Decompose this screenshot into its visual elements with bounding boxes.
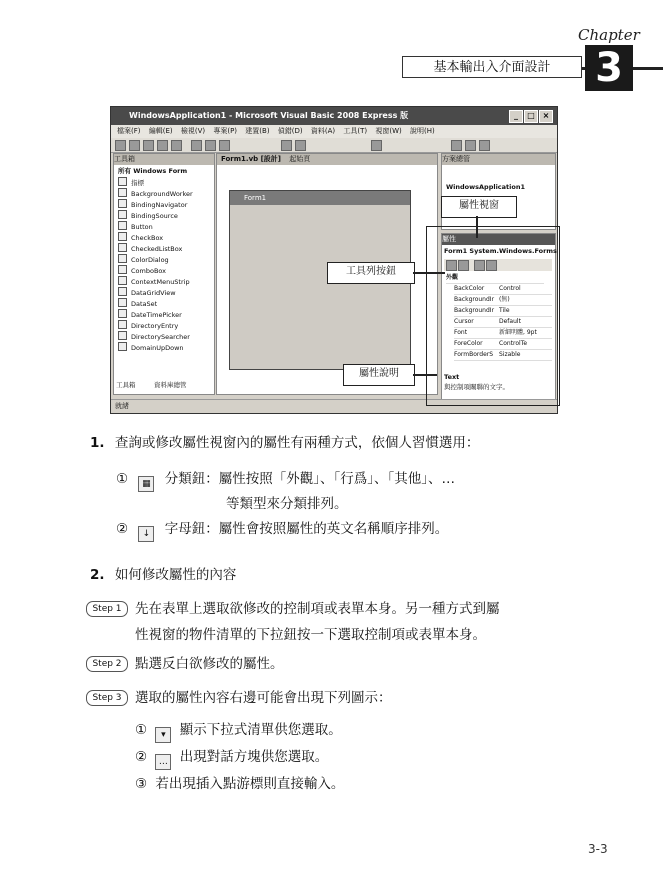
step-1-badge: Step 1 <box>86 601 128 617</box>
menu-data[interactable]: 資料(A) <box>310 127 336 135</box>
toolbox-pane <box>113 153 215 395</box>
item-1 <box>90 434 479 452</box>
item-1-number: 1. <box>90 435 105 451</box>
property-desc-title: Text <box>444 373 460 381</box>
circle-1-mark: ① <box>116 471 129 487</box>
callout-line <box>413 272 445 274</box>
new-project-icon[interactable] <box>115 140 126 151</box>
property-row[interactable]: Cursor Default <box>454 317 552 328</box>
item-1-sub-1-cont: 等類型來分類排列。 <box>226 496 348 512</box>
step-3-option-2-text: 出現對話方塊供您選取。 <box>179 749 329 765</box>
ide-title-bar <box>111 107 557 125</box>
toolbox-item[interactable]: ColorDialog <box>118 254 169 266</box>
toolbox-item[interactable]: DirectorySearcher <box>118 331 190 343</box>
combobox-icon <box>118 265 127 274</box>
form1-title: Form1 <box>244 194 267 202</box>
section-title: 基本輸出入介面設計 <box>402 56 582 78</box>
property-row[interactable]: FormBorderS Sizable <box>454 350 552 361</box>
menu-debug[interactable]: 偵錯(D) <box>277 127 303 135</box>
step-3-text: 選取的屬性內容右邊可能會出現下列圖示： <box>135 690 392 706</box>
tab-form-design[interactable]: Form1.vb [設計] <box>221 155 281 163</box>
status-text: 就緒 <box>115 402 129 410</box>
toolbox-item[interactable]: CheckedListBox <box>118 243 182 255</box>
step-2-badge: Step 2 <box>86 656 128 672</box>
circle-3-mark: ③ <box>135 776 148 792</box>
categorized-icon: ▦ <box>138 476 154 492</box>
menu-view[interactable]: 檢視(V) <box>180 127 206 135</box>
menu-project[interactable]: 專案(P) <box>213 127 238 135</box>
step-3-option-1 <box>135 721 342 743</box>
alphabetical-icon: ↓ <box>138 526 154 542</box>
button-icon <box>118 221 127 230</box>
toolbox-item[interactable]: DomainUpDown <box>118 342 184 354</box>
toolbox-item[interactable]: 指標 <box>118 177 144 189</box>
item-1-sub-1-text: 分類鈕：屬性按照「外觀」、「行爲」、「其他」、… <box>164 471 455 487</box>
tab-start-page[interactable]: 起始頁 <box>289 155 311 163</box>
copy-icon[interactable] <box>205 140 216 151</box>
designer-tabs <box>217 154 437 165</box>
ide-title: WindowsApplication1 - Microsoft Visual Basic 2008 Express 版 <box>129 111 409 120</box>
step-3-option-3-text: 若出現插入點游標則直接輸入。 <box>155 776 345 792</box>
cut-icon[interactable] <box>191 140 202 151</box>
properties-window-icon[interactable] <box>465 140 476 151</box>
property-row[interactable]: ForeColor ControlTe <box>454 339 552 350</box>
property-row[interactable]: BackColor Control <box>454 284 552 295</box>
toolbox-item[interactable]: BindingNavigator <box>118 199 187 211</box>
maximize-icon[interactable]: □ <box>524 110 538 123</box>
toolbox-item[interactable]: CheckBox <box>118 232 163 244</box>
add-item-icon[interactable] <box>143 140 154 151</box>
undo-icon[interactable] <box>281 140 292 151</box>
callout-line <box>413 374 437 376</box>
step-3-option-1-text: 顯示下拉式清單供您選取。 <box>179 722 342 738</box>
circle-2-mark: ② <box>116 521 129 537</box>
ide-toolbar <box>111 138 557 153</box>
toolbox-item[interactable]: DateTimePicker <box>118 309 182 321</box>
contextmenustrip-icon <box>118 276 127 285</box>
directoryentry-icon <box>118 320 127 329</box>
solution-explorer-pane <box>441 153 556 230</box>
chapter-number: 3 <box>585 45 633 91</box>
save-all-icon[interactable] <box>171 140 182 151</box>
item-1-text: 查詢或修改屬性視窗內的屬性有兩種方式，依個人習慣選用： <box>114 435 480 451</box>
minimize-icon[interactable]: _ <box>509 110 523 123</box>
property-row[interactable]: BackgroundIr Tile <box>454 306 552 317</box>
ellipsis-button-icon: … <box>155 754 171 770</box>
callout-line <box>476 216 478 238</box>
menu-window[interactable]: 視窗(W) <box>375 127 402 135</box>
domainupdown-icon <box>118 342 127 351</box>
property-row[interactable]: Font 新細明體, 9pt <box>454 328 552 339</box>
directorysearcher-icon <box>118 331 127 340</box>
item-1-sub-2-text: 字母鈕：屬性會按照屬性的英文名稱順序排列。 <box>164 521 449 537</box>
circle-2-mark: ② <box>135 749 148 765</box>
close-icon[interactable]: × <box>539 110 553 123</box>
item-2 <box>90 566 236 584</box>
datagridview-icon <box>118 287 127 296</box>
colordialog-icon <box>118 254 127 263</box>
paste-icon[interactable] <box>219 140 230 151</box>
property-row[interactable]: BackgroundIr (無) <box>454 295 552 306</box>
save-icon[interactable] <box>157 140 168 151</box>
item-2-number: 2. <box>90 567 105 583</box>
toolbox-group[interactable]: 所有 Windows Form <box>118 167 188 175</box>
toolbox-item[interactable]: DataGridView <box>118 287 176 299</box>
toolbox-item[interactable]: DirectoryEntry <box>118 320 178 332</box>
bindingnavigator-icon <box>118 199 127 208</box>
step-3-option-3 <box>135 775 344 793</box>
toolbox-icon[interactable] <box>479 140 490 151</box>
menu-tools[interactable]: 工具(T) <box>343 127 368 135</box>
start-debug-icon[interactable] <box>371 140 382 151</box>
property-desc-body: 與控制項關聯的文字。 <box>444 383 509 391</box>
toolbox-item[interactable]: Button <box>118 221 153 233</box>
menu-edit[interactable]: 編輯(E) <box>148 127 173 135</box>
step-3-badge: Step 3 <box>86 690 128 706</box>
dataset-icon <box>118 298 127 307</box>
pointer-icon <box>118 177 127 186</box>
toolbox-item[interactable]: BackgroundWorker <box>118 188 193 200</box>
menu-build[interactable]: 建置(B) <box>245 127 270 135</box>
object-selector[interactable]: Form1 System.Windows.Forms <box>444 247 557 255</box>
callout-toolbar-button: 工具列按鈕 <box>327 262 415 284</box>
toolbox-item[interactable]: DataSet <box>118 298 157 310</box>
datetimepicker-icon <box>118 309 127 318</box>
step-1-line-2: 性視窗的物件清單的下拉鈕按一下選取控制項或表單本身。 <box>135 627 486 643</box>
solution-explorer-icon[interactable] <box>451 140 462 151</box>
circle-1-mark: ① <box>135 722 148 738</box>
toolbox-header: 工具箱 <box>114 154 214 165</box>
tab-toolbox[interactable]: 工具箱 <box>116 381 136 389</box>
page-number: 3-3 <box>588 842 608 856</box>
solution-project-node[interactable]: WindowsApplication1 <box>446 183 525 191</box>
item-1-sub-1 <box>116 470 455 492</box>
menu-file[interactable]: 檔案(F) <box>117 127 141 135</box>
callout-properties-window: 屬性視窗 <box>441 196 517 218</box>
property-category[interactable]: 外觀 <box>446 273 544 284</box>
menu-help[interactable]: 說明(H) <box>409 127 435 135</box>
checkbox-icon <box>118 232 127 241</box>
chapter-label: Chapter <box>578 26 640 44</box>
form1-title-bar <box>230 191 410 205</box>
toolbox-item[interactable]: BindingSource <box>118 210 178 222</box>
tab-database-explorer[interactable]: 資料庫總管 <box>154 381 187 389</box>
step-2-text: 點選反白欲修改的屬性。 <box>135 656 284 672</box>
redo-icon[interactable] <box>295 140 306 151</box>
menu-bar <box>111 125 557 138</box>
open-icon[interactable] <box>129 140 140 151</box>
solution-explorer-header: 方案總管 <box>442 154 555 165</box>
step-1-line-1: 先在表單上選取欲修改的控制項或表單本身。另一種方式到屬 <box>135 601 500 617</box>
toolbox-item[interactable]: ContextMenuStrip <box>118 276 190 288</box>
dropdown-arrow-icon: ▾ <box>155 727 171 743</box>
item-2-text: 如何修改屬性的內容 <box>114 567 237 583</box>
step-3-option-2 <box>135 748 328 770</box>
properties-highlight-box <box>426 226 560 406</box>
properties-header: 屬性 <box>442 234 555 245</box>
backgroundworker-icon <box>118 188 127 197</box>
checkedlistbox-icon <box>118 243 127 252</box>
toolbox-item[interactable]: ComboBox <box>118 265 166 277</box>
bindingsource-icon <box>118 210 127 219</box>
item-1-sub-2 <box>116 520 448 542</box>
callout-properties-desc: 屬性說明 <box>343 364 415 386</box>
